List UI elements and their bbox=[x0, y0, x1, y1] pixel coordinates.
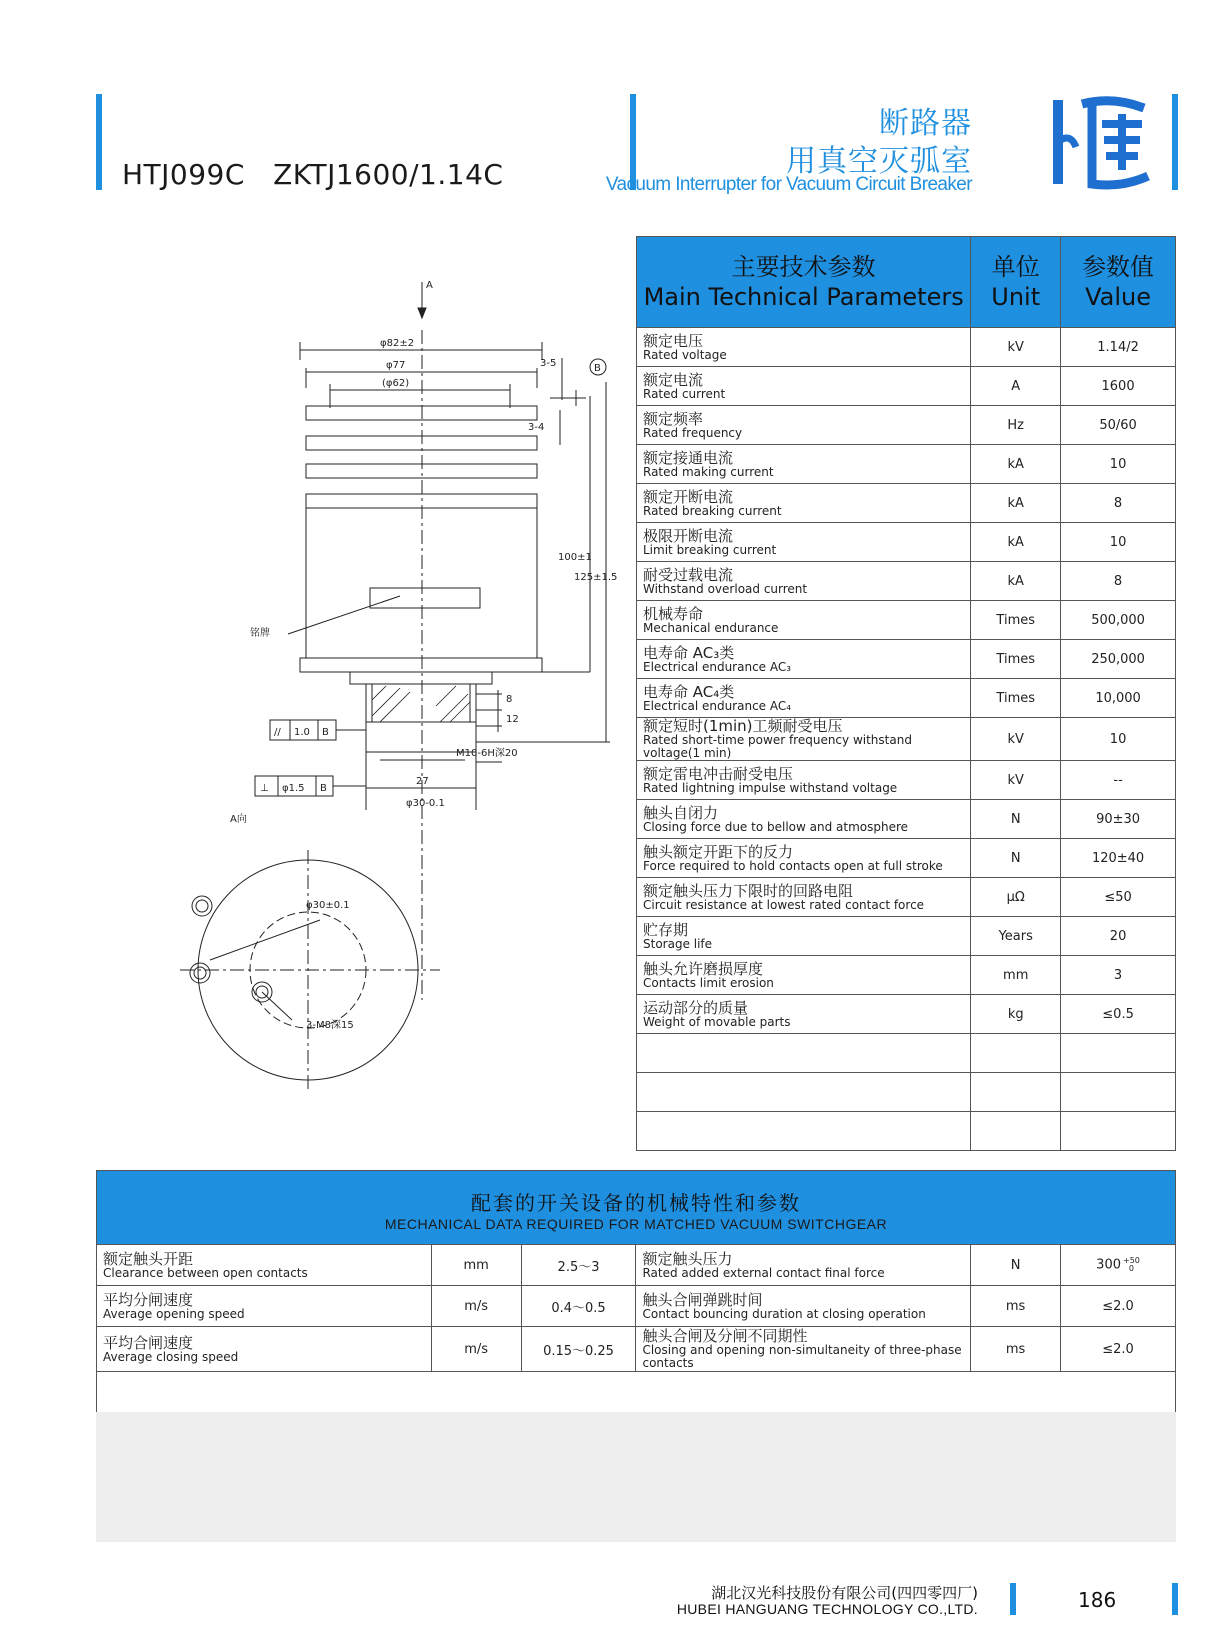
dim-8: 8 bbox=[506, 694, 513, 705]
param-name-cn: 贮存期 bbox=[643, 920, 689, 939]
param-unit: kV bbox=[971, 328, 1061, 367]
datum-b: B bbox=[594, 363, 601, 374]
mech-table-header bbox=[96, 1170, 1176, 1245]
param-name-en: Rated breaking current bbox=[643, 503, 782, 518]
param-name bbox=[637, 956, 971, 995]
param-value: 8 bbox=[1061, 562, 1176, 601]
mech-row-empty bbox=[97, 1372, 1176, 1413]
mech-right-value: ≤2.0 bbox=[1061, 1327, 1176, 1372]
param-name-cn: 额定开断电流 bbox=[643, 487, 734, 506]
brand-title-en: Vacuum Interrupter for Vacuum Circuit Breaker bbox=[605, 174, 972, 195]
param-row bbox=[637, 679, 1176, 718]
param-row-empty bbox=[637, 1112, 1176, 1151]
param-name-en: Rated current bbox=[643, 386, 726, 401]
brand-title-cn-line2: 用真空灭弧室 bbox=[786, 144, 972, 179]
param-value: 10,000 bbox=[1061, 679, 1176, 718]
param-value: 50/60 bbox=[1061, 406, 1176, 445]
mech-left-name: 平均合闸速度 Average closing speed bbox=[97, 1327, 432, 1372]
param-unit: kA bbox=[971, 484, 1061, 523]
dim-12: 12 bbox=[506, 714, 519, 725]
tolerance-lower: 0 bbox=[1128, 1264, 1134, 1273]
mech-left-unit: m/s bbox=[431, 1327, 521, 1372]
param-row bbox=[637, 839, 1176, 878]
params-table bbox=[636, 236, 1176, 1151]
param-name-cn: 电寿命 AC₄类 bbox=[643, 682, 735, 701]
param-name bbox=[637, 640, 971, 679]
param-name-cn: 触头自闭力 bbox=[643, 803, 719, 822]
param-name-cn: 额定电流 bbox=[643, 370, 704, 389]
dim-d77: φ77 bbox=[386, 360, 406, 371]
param-name-cn: 额定雷电冲击耐受电压 bbox=[643, 764, 794, 783]
dim-3-5: 3-5 bbox=[540, 358, 557, 369]
param-name-en: Rated short-time power frequency withstand voltage(1 min) bbox=[643, 733, 912, 760]
param-unit: kA bbox=[971, 445, 1061, 484]
param-value: 20 bbox=[1061, 917, 1176, 956]
param-row-empty bbox=[637, 1073, 1176, 1112]
param-name-cn: 额定触头压力下限时的回路电阻 bbox=[643, 881, 854, 900]
tol-parallel-ref: B bbox=[322, 727, 329, 738]
parallel-tolerance-icon: // bbox=[274, 727, 281, 738]
mech-right-value: 300 +50 0 bbox=[1061, 1245, 1176, 1286]
model-title: HTJ099C ZKTJ1600/1.14C bbox=[122, 158, 504, 191]
param-name-cn: 触头额定开距下的反力 bbox=[643, 842, 794, 861]
param-name-en: Weight of movable parts bbox=[643, 1014, 791, 1029]
param-name bbox=[637, 445, 971, 484]
param-name-en: Contacts limit erosion bbox=[643, 975, 774, 990]
mech-table bbox=[96, 1244, 1176, 1413]
param-name-en: Rated frequency bbox=[643, 425, 743, 440]
mech-right-unit: ms bbox=[971, 1286, 1061, 1327]
hanguang-logo-icon bbox=[1052, 92, 1154, 190]
mech-right-name: 额定触头压力 Rated added external contact final force bbox=[636, 1245, 971, 1286]
param-name-en: Circuit resistance at lowest rated contact force bbox=[643, 897, 925, 912]
param-value: 500,000 bbox=[1061, 601, 1176, 640]
param-name-en: Limit breaking current bbox=[643, 542, 777, 557]
param-value: 10 bbox=[1061, 523, 1176, 562]
param-name bbox=[637, 406, 971, 445]
mech-right-unit: ms bbox=[971, 1327, 1061, 1372]
param-value: 90±30 bbox=[1061, 800, 1176, 839]
param-unit: Hz bbox=[971, 406, 1061, 445]
mech-title-cn: 配套的开关设备的机械特性和参数 bbox=[471, 1191, 801, 1215]
param-unit: N bbox=[971, 800, 1061, 839]
mech-left-unit: m/s bbox=[431, 1286, 521, 1327]
param-name-cn: 额定接通电流 bbox=[643, 448, 734, 467]
param-name-cn: 极限开断电流 bbox=[643, 526, 734, 545]
param-unit: mm bbox=[971, 956, 1061, 995]
param-unit: Years bbox=[971, 917, 1061, 956]
param-name-en: Electrical endurance AC₃ bbox=[643, 659, 792, 674]
param-row bbox=[637, 878, 1176, 917]
param-name-en: Rated voltage bbox=[643, 347, 727, 362]
param-name bbox=[637, 839, 971, 878]
param-value: 3 bbox=[1061, 956, 1176, 995]
param-row bbox=[637, 995, 1176, 1034]
param-row bbox=[637, 800, 1176, 839]
param-name-cn: 额定电压 bbox=[643, 331, 704, 350]
param-row bbox=[637, 484, 1176, 523]
mech-right-name: 触头合闸及分闸不同期性 Closing and opening non-simultaneity of three-phase contacts bbox=[636, 1327, 971, 1372]
dim-100: 100±1 bbox=[558, 552, 592, 563]
mech-left-value: 0.15～0.25 bbox=[521, 1327, 636, 1372]
param-name-cn: 耐受过载电流 bbox=[643, 565, 734, 584]
mech-title-en: MECHANICAL DATA REQUIRED FOR MATCHED VACUUM SWITCHGEAR bbox=[384, 1216, 888, 1232]
dim-27: 27 bbox=[416, 776, 429, 787]
mech-left-value: 0.4～0.5 bbox=[521, 1286, 636, 1327]
param-unit: μΩ bbox=[971, 878, 1061, 917]
param-row bbox=[637, 523, 1176, 562]
mech-row bbox=[97, 1286, 1176, 1327]
footer-company-en: HUBEI HANGUANG TECHNOLOGY CO.,LTD. bbox=[676, 1601, 978, 1617]
param-name-cn: 运动部分的质量 bbox=[643, 998, 749, 1017]
mech-row bbox=[97, 1245, 1176, 1286]
param-name bbox=[637, 679, 971, 718]
thread-label: M10-6H深20 bbox=[456, 748, 518, 759]
param-value: ≤0.5 bbox=[1061, 995, 1176, 1034]
view-arrow-label: A bbox=[426, 280, 433, 291]
mech-row bbox=[97, 1327, 1176, 1372]
param-row bbox=[637, 718, 1176, 761]
param-unit: kV bbox=[971, 718, 1061, 761]
param-name bbox=[637, 523, 971, 562]
param-value: 120±40 bbox=[1061, 839, 1176, 878]
header-left-bar bbox=[96, 94, 102, 190]
param-name-en: Electrical endurance AC₄ bbox=[643, 698, 792, 713]
mech-right-unit: N bbox=[971, 1245, 1061, 1286]
param-row bbox=[637, 640, 1176, 679]
nameplate-label: 铭牌 bbox=[250, 628, 270, 639]
param-value: -- bbox=[1061, 761, 1176, 800]
param-unit: A bbox=[971, 367, 1061, 406]
param-row bbox=[637, 445, 1176, 484]
param-unit: Times bbox=[971, 679, 1061, 718]
param-row bbox=[637, 406, 1176, 445]
mech-left-value: 2.5～3 bbox=[521, 1245, 636, 1286]
dim-d30: φ30-0.1 bbox=[406, 798, 445, 809]
footer-bar-left bbox=[1010, 1583, 1016, 1615]
param-unit: Times bbox=[971, 601, 1061, 640]
params-head-name: 主要技术参数 Main Technical Parameters bbox=[637, 237, 971, 328]
param-name bbox=[637, 995, 971, 1034]
tol-parallel-value: 1.0 bbox=[294, 727, 310, 738]
param-row bbox=[637, 917, 1176, 956]
param-name-en: Rated lightning impulse withstand voltage bbox=[643, 780, 898, 795]
holes-label: 3-M8深15 bbox=[306, 1020, 354, 1031]
param-value: ≤50 bbox=[1061, 878, 1176, 917]
footer-company-cn: 湖北汉光科技股份有限公司(四四零四厂) bbox=[711, 1584, 978, 1602]
params-head-unit: 单位 Unit bbox=[971, 237, 1061, 328]
tolerance-upper: +50 bbox=[1123, 1256, 1140, 1265]
param-unit: kA bbox=[971, 562, 1061, 601]
param-value: 1.14/2 bbox=[1061, 328, 1176, 367]
param-name bbox=[637, 601, 971, 640]
param-name-cn: 触头允许磨损厚度 bbox=[643, 959, 764, 978]
param-name-cn: 额定短时(1min)工频耐受电压 bbox=[643, 717, 843, 735]
param-name bbox=[637, 484, 971, 523]
param-name bbox=[637, 718, 971, 761]
param-value: 1600 bbox=[1061, 367, 1176, 406]
param-row bbox=[637, 367, 1176, 406]
param-name-en: Rated making current bbox=[643, 464, 774, 479]
param-row bbox=[637, 956, 1176, 995]
param-name-en: Force required to hold contacts open at full stroke bbox=[643, 858, 943, 873]
dim-pcd: φ30±0.1 bbox=[306, 900, 350, 911]
param-unit: kg bbox=[971, 995, 1061, 1034]
param-name bbox=[637, 761, 971, 800]
header-right-bar bbox=[1172, 94, 1178, 190]
param-name bbox=[637, 328, 971, 367]
param-name-en: Closing force due to bellow and atmosphere bbox=[643, 819, 909, 834]
param-name-en: Withstand overload current bbox=[643, 581, 808, 596]
param-name-cn: 额定频率 bbox=[643, 409, 704, 428]
page-number: 186 bbox=[1078, 1588, 1117, 1612]
param-row bbox=[637, 601, 1176, 640]
param-name bbox=[637, 878, 971, 917]
param-name bbox=[637, 562, 971, 601]
param-row bbox=[637, 562, 1176, 601]
param-unit: Times bbox=[971, 640, 1061, 679]
mech-left-name: 平均分闸速度 Average opening speed bbox=[97, 1286, 432, 1327]
param-value: 8 bbox=[1061, 484, 1176, 523]
footer-bar-right bbox=[1172, 1583, 1178, 1615]
tol-perp-ref: B bbox=[320, 783, 327, 794]
grey-panel bbox=[96, 1412, 1176, 1542]
perpendicular-tolerance-icon: ⊥ bbox=[260, 783, 269, 794]
mech-left-unit: mm bbox=[431, 1245, 521, 1286]
param-unit: N bbox=[971, 839, 1061, 878]
dim-d62: (φ62) bbox=[382, 378, 410, 389]
mech-left-name: 额定触头开距 Clearance between open contacts bbox=[97, 1245, 432, 1286]
param-value: 10 bbox=[1061, 718, 1176, 761]
param-value: 10 bbox=[1061, 445, 1176, 484]
mech-right-value: ≤2.0 bbox=[1061, 1286, 1176, 1327]
technical-drawing bbox=[110, 270, 630, 1150]
param-row-empty bbox=[637, 1034, 1176, 1073]
params-head-value: 参数值 Value bbox=[1061, 237, 1176, 328]
tol-perp-value: φ1.5 bbox=[282, 783, 305, 794]
param-name-cn: 机械寿命 bbox=[643, 604, 704, 623]
param-name-en: Mechanical endurance bbox=[643, 620, 779, 635]
mech-right-name: 触头合闸弹跳时间 Contact bouncing duration at closing operation bbox=[636, 1286, 971, 1327]
param-unit: kV bbox=[971, 761, 1061, 800]
param-name bbox=[637, 917, 971, 956]
param-value: 250,000 bbox=[1061, 640, 1176, 679]
param-name bbox=[637, 800, 971, 839]
param-row bbox=[637, 328, 1176, 367]
brand-title-cn-line1: 断路器 bbox=[879, 106, 972, 141]
param-row bbox=[637, 761, 1176, 800]
view-a-label: A向 bbox=[230, 814, 247, 825]
param-name-en: Storage life bbox=[643, 936, 713, 951]
param-name-cn: 电寿命 AC₃类 bbox=[643, 643, 735, 662]
dim-3-4: 3-4 bbox=[528, 422, 545, 433]
dim-d82: φ82±2 bbox=[380, 338, 415, 349]
param-unit: kA bbox=[971, 523, 1061, 562]
param-name bbox=[637, 367, 971, 406]
dim-125: 125±1.5 bbox=[574, 572, 618, 583]
